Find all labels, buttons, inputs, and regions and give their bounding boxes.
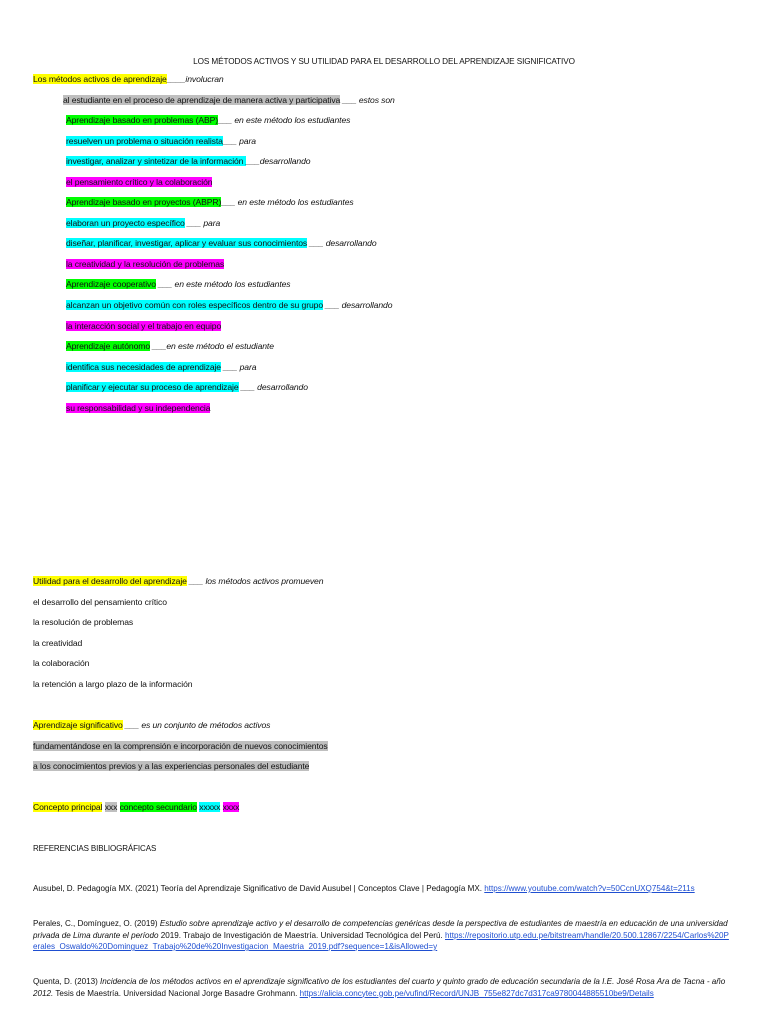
reference-item [33, 883, 733, 895]
significant-detail [33, 761, 309, 772]
method-result: el pensamiento crítico y la colaboración [66, 177, 213, 187]
reference-details: Tesis de Maestría. Universidad Nacional Jorge Basadre Grohmann. [53, 988, 298, 998]
legend-gray: xxx [104, 802, 118, 812]
reference-link[interactable]: https://repositorio.utp.edu.pe/bitstream/handle/20.500.12867/2254/Carlos%20Perales_Oswaldo%20Dominguez_Trabajo%20de%20Investigacion_Maestria_2019.pdf?sequence=1&isAllowed=y [33, 930, 729, 951]
reference-text: Ausubel, D. Pedagogía MX. (2021) Teoría del Aprendizaje Significativo de David Ausubel | Conceptos Clave | Pedagogía MX. [33, 884, 485, 893]
utility-item: la creatividad [33, 638, 83, 648]
connector: ___ desarrollando [307, 238, 377, 248]
method-result-line [66, 403, 210, 414]
connector: ___ para [184, 218, 221, 228]
method-purpose-line [66, 238, 377, 249]
significant-concept: Aprendizaje significativo [33, 720, 123, 730]
method-name: Aprendizaje basado en proyectos (ABPR) [66, 197, 222, 207]
reference-title: Incidencia de los métodos activos en el aprendizaje significativo de los estudiantes del cuarto y quinto grado de educación secundaria de la I.E. José Rosa Ara de Tacna - año 2012. [33, 977, 726, 998]
utility-item: la resolución de problemas [33, 617, 134, 627]
method-line [66, 279, 290, 290]
connector: ___ los métodos activos promueven [186, 576, 324, 586]
reference-details: 2019. Trabajo de Investigación de Maestría. Universidad Tecnológica del Perú. [160, 930, 443, 940]
significant-detail-text: fundamentándose en la comprensión e incorporación de nuevos conocimientos [33, 741, 328, 751]
document-title: LOS MÉTODOS ACTIVOS Y SU UTILIDAD PARA EL DESARROLLO DEL APRENDIZAJE SIGNIFICATIVO [193, 57, 575, 66]
color-legend [33, 802, 239, 813]
method-action-line [66, 136, 256, 147]
method-result: la interacción social y el trabajo en equipo [66, 321, 222, 331]
main-concept-line [33, 74, 224, 85]
references-heading: REFERENCIAS BIBLIOGRÁFICAS [33, 844, 157, 853]
involve-text: al estudiante en el proceso de aprendizaje de manera activa y participativa [63, 95, 341, 105]
method-purpose: planificar y ejecutar su proceso de aprendizaje [66, 382, 239, 392]
legend-secundario: concepto secundario [119, 802, 197, 812]
utility-item: la retención a largo plazo de la información [33, 679, 193, 689]
method-result: la creatividad y la resolución de problemas [66, 259, 225, 269]
connector: ___ en este método los estudiantes [218, 115, 351, 125]
connector: ___ desarrollando [323, 300, 393, 310]
reference-title: Estudio sobre aprendizaje activo y el desarrollo de competencias genéricas desde la perspectiva de estudiantes de maestría en educación de una universidad privada de Lima durante el período [33, 919, 728, 940]
method-name: Aprendizaje basado en problemas (ABP) [66, 115, 219, 125]
reference-author: Quenta, D. (2013) [33, 977, 101, 986]
method-purpose-line [66, 156, 310, 167]
reference-item [33, 918, 733, 953]
reference-link[interactable]: https://alicia.concytec.gob.pe/vufind/Record/UNJB_755e827dc7d317ca9780044885510be9/Details [299, 988, 654, 998]
method-result-line [66, 321, 221, 332]
utility-item: la colaboración [33, 658, 90, 668]
method-action-line [66, 362, 256, 373]
connector: ___en este método el estudiante [150, 341, 274, 351]
connector: ___ en este método los estudiantes [155, 279, 291, 289]
significant-detail [33, 741, 328, 752]
connector: ___ es un conjunto de métodos activos [122, 720, 271, 730]
method-action: elaboran un proyecto específico [66, 218, 185, 228]
legend-magenta: xxxx [222, 802, 240, 812]
utility-item: el desarrollo del pensamiento crítico [33, 597, 167, 607]
connector: ____involucran [166, 74, 224, 84]
legend-principal: Concepto principal [33, 802, 103, 812]
reference-author: Perales, C., Domínguez, O. (2019) [33, 919, 160, 928]
method-action: identifica sus necesidades de aprendizaje [66, 362, 221, 372]
method-purpose-line [66, 382, 308, 393]
method-line [66, 341, 274, 352]
connector: ___ estos son [340, 95, 395, 105]
utility-line [33, 576, 323, 587]
connector: ___desarrollando [245, 156, 311, 166]
method-line [66, 197, 354, 208]
legend-cyan: xxxxx [199, 802, 221, 812]
method-name: Aprendizaje autónomo [66, 341, 150, 351]
utility-concept: Utilidad para el desarrollo del aprendizaje [33, 576, 187, 586]
method-action-line [66, 300, 392, 311]
method-purpose: investigar, analizar y sintetizar de la información [66, 156, 246, 166]
method-purpose: diseñar, planificar, investigar, aplicar y evaluar sus conocimientos [66, 238, 308, 248]
method-action-line [66, 218, 220, 229]
reference-item [33, 976, 733, 999]
method-name: Aprendizaje cooperativo [66, 279, 156, 289]
method-result: su responsabilidad y su independencia [66, 403, 211, 413]
method-action: alcanzan un objetivo común con roles específicos dentro de su grupo [66, 300, 324, 310]
involve-line [63, 95, 395, 106]
method-line [66, 115, 350, 126]
connector: ___ para [222, 136, 256, 146]
connector: ___ para [221, 362, 257, 372]
main-concept: Los métodos activos de aprendizaje [33, 74, 167, 84]
significant-detail-text: a los conocimientos previos y a las experiencias personales del estudiante [33, 761, 310, 771]
method-result-line [66, 177, 212, 188]
method-action: resuelven un problema o situación realista [66, 136, 223, 146]
connector: ___ desarrollando [238, 382, 308, 392]
significant-line [33, 720, 270, 731]
reference-link[interactable]: https://www.youtube.com/watch?v=50CcnUXQ754&t=211s [484, 884, 695, 893]
method-result-line [66, 259, 224, 270]
connector: ___ en este método los estudiantes [221, 197, 354, 207]
